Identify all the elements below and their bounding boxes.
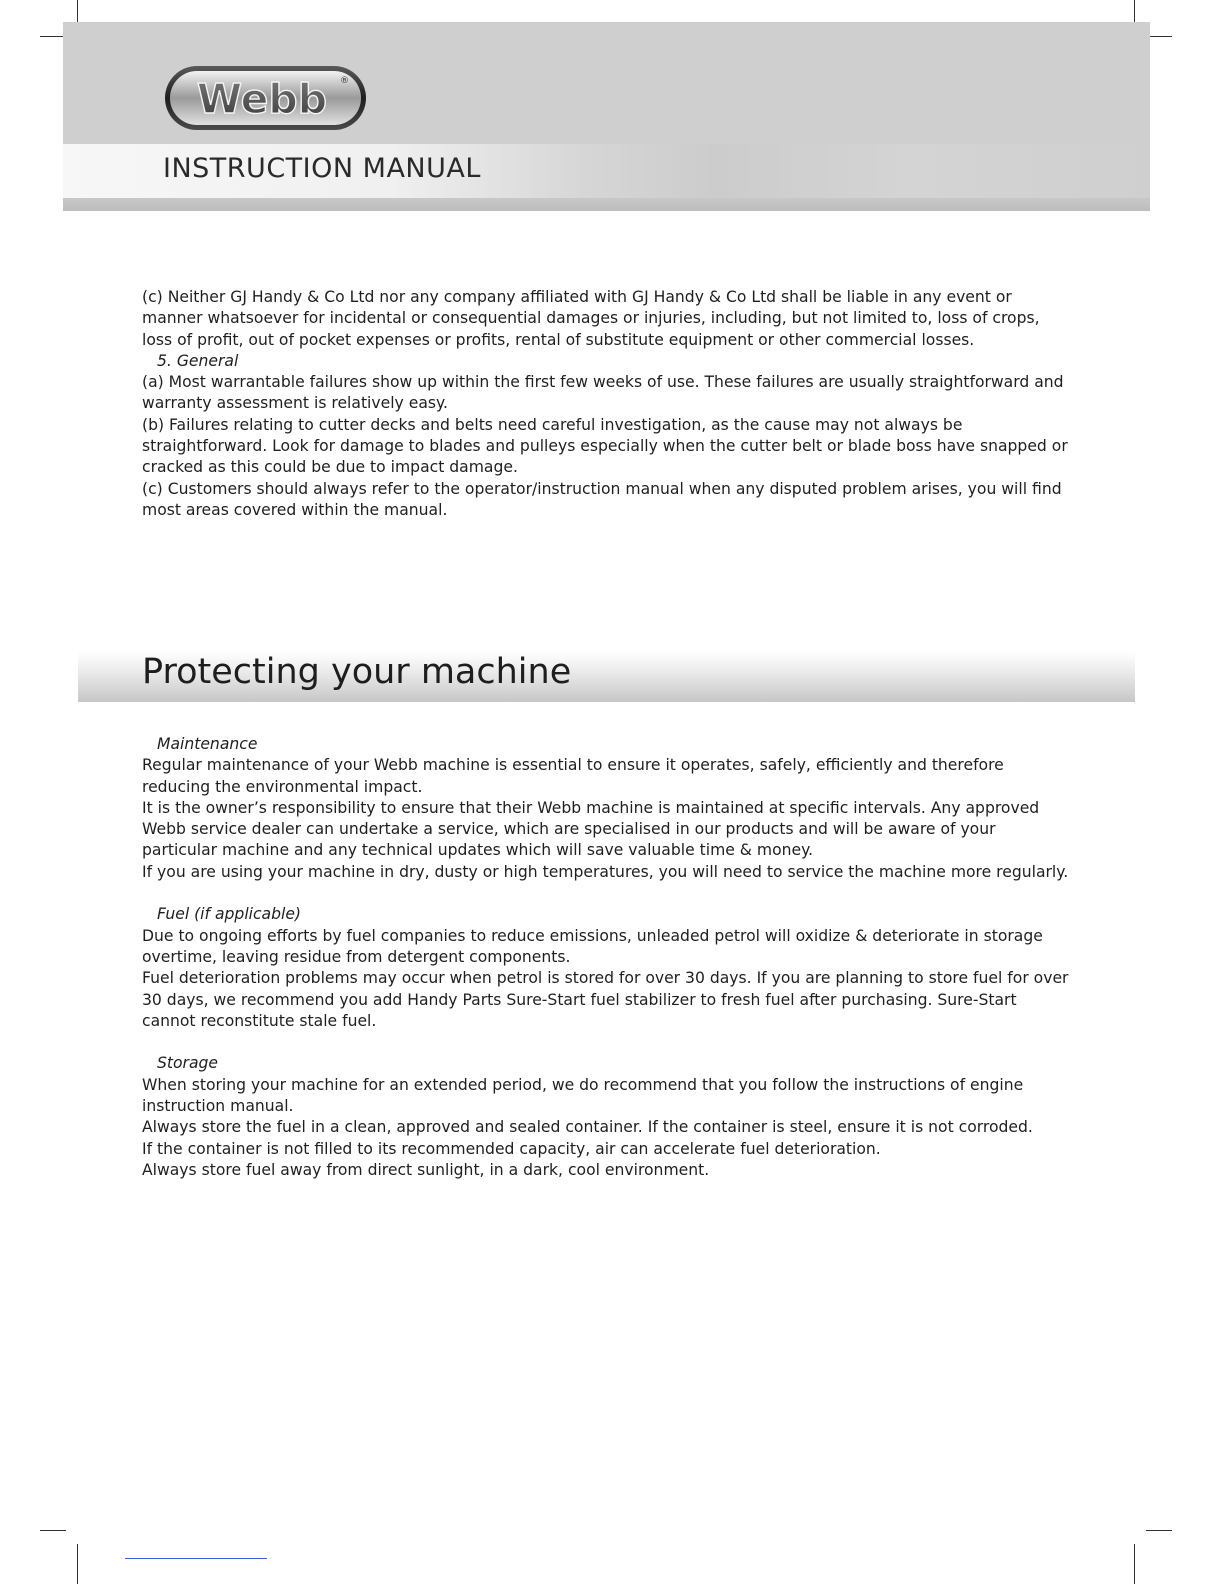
maintenance-heading: Maintenance: [157, 735, 258, 753]
crop-mark-bottom-left-h: [40, 1530, 66, 1531]
storage-para-2: Always store the fuel in a clean, approved and sealed container. If the container is steel, ensure it is not corroded.: [142, 1118, 1033, 1137]
general-heading: 5. General: [157, 351, 239, 370]
header-band-edge: [63, 198, 1150, 211]
general-para-c: (c) Customers should always refer to the operator/instruction manual when any disputed problem arises, you will find most areas covered within the manual.: [142, 479, 1062, 519]
warranty-para-c: (c) Neither GJ Handy & Co Ltd nor any company affiliated with GJ Handy & Co Ltd shall be liable in any event or manner whatsoever for incidental or consequential damages or injuries, including, but not limited to, loss of crops, loss of profit, out of pocket expenses or profits, rental of substitute equipment or other commercial losses.: [142, 288, 1040, 349]
storage-para-4: Always store fuel away from direct sunlight, in a dark, cool environment.: [142, 1160, 710, 1179]
spacer: [142, 1032, 1072, 1053]
crop-mark-bottom-right: [1134, 1544, 1135, 1584]
fuel-para-1: Due to ongoing efforts by fuel companies to reduce emissions, unleaded petrol will oxidize & deteriorate in storage overtime, leaving residue from detergent components.: [142, 926, 1043, 966]
logo-wordmark: Webb: [196, 75, 328, 123]
general-para-a: (a) Most warrantable failures show up within the first few weeks of use. These failures are usually straightforward and warranty assessment is relatively easy.: [142, 373, 1064, 413]
manual-title: INSTRUCTION MANUAL: [163, 153, 481, 184]
maintenance-para-2: It is the owner’s responsibility to ensure that their Webb machine is maintained at specific intervals. Any approved Webb service dealer can undertake a service, which are specialised in our products and will be aware of your particular machine and any technical updates which will save valuable time & money.: [142, 798, 1040, 860]
protecting-section: [142, 734, 1072, 1181]
maintenance-para-3: If you are using your machine in dry, dusty or high temperatures, you will need to service the machine more regularly.: [142, 862, 1069, 881]
crop-mark-top-left: [77, 0, 78, 22]
storage-para-3: If the container is not filled to its recommended capacity, air can accelerate fuel deterioration.: [142, 1139, 881, 1158]
fuel-para-2: Fuel deterioration problems may occur when petrol is stored for over 30 days. If you are planning to store fuel for over 30 days, we recommend you add Handy Parts Sure-Start fuel stabilizer to fresh fuel after purchasing. Sure-Start cannot reconstitute stale fuel.: [142, 969, 1069, 1030]
maintenance-para-1: Regular maintenance of your Webb machine is essential to ensure it operates, safely, efficiently and therefore reducing the environmental impact.: [142, 756, 1004, 796]
general-para-b: (b) Failures relating to cutter decks and belts need careful investigation, as the cause may not always be straightforward. Look for damage to blades and pulleys especially when the cutter belt or blade boss have snapped or cracked as this could be due to impact damage.: [142, 415, 1068, 477]
crop-mark-top-right: [1134, 0, 1135, 22]
storage-para-1: When storing your machine for an extended period, we do recommend that you follow the instructions of engine instruction manual.: [142, 1075, 1024, 1116]
footer-link-line: [125, 1558, 267, 1559]
crop-mark-bottom-left: [77, 1544, 78, 1584]
spacer: [142, 883, 1072, 904]
warranty-section: [142, 287, 1072, 521]
storage-heading: Storage: [157, 1054, 219, 1073]
registered-mark: ®: [340, 76, 349, 86]
webb-logo: [164, 64, 367, 132]
crop-mark-bottom-right-h: [1146, 1530, 1172, 1531]
fuel-heading: Fuel (if applicable): [157, 905, 302, 924]
section-title: Protecting your machine: [142, 652, 572, 692]
